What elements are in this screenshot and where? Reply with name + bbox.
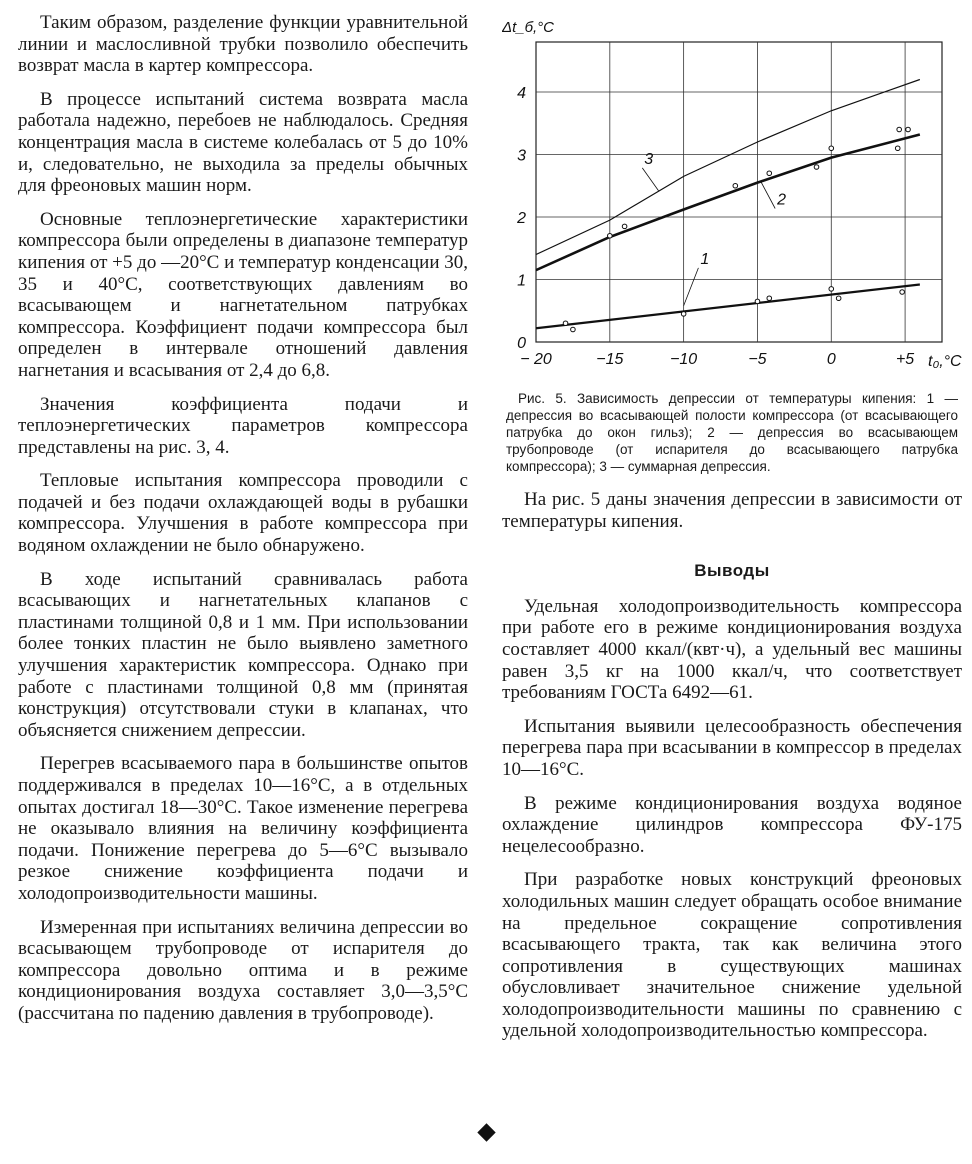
series-2-point (622, 224, 627, 229)
figure-5 (502, 12, 962, 390)
paragraph: Значения коэффициента подачи и теплоэнергетических параметров компрессора представлены на рис. 3, 4. (18, 393, 468, 458)
paragraph: В процессе испытаний система возврата масла работала надежно, перебоев не наблюдалось. Средняя концентрация масла в системе колебалась от 5 до 10% и, следовательно, не выходила за пределы обычных для фреоновых машин норм. (18, 88, 468, 197)
series-2-leader (760, 181, 775, 209)
series-1-point (571, 327, 576, 332)
x-tick-label: −10 (670, 351, 698, 368)
paragraph: Испытания выявили целесообразность обеспечения перегрева пара при всасывании в компрессор в пределах 10—16°С. (502, 715, 962, 780)
series-2-point (906, 127, 911, 132)
section-heading: Выводы (694, 561, 770, 581)
series-2-point (895, 146, 900, 151)
depression-chart (502, 12, 962, 390)
series-2-point (767, 171, 772, 176)
series-2-point (829, 146, 834, 151)
x-tick-label: −15 (596, 351, 624, 368)
paragraph: Тепловые испытания компрессора проводили с подачей и без подачи охлаждающей воды в рубашки компрессора. Улучшения в работе компрессора при водяном охлаждении не было обнаружено. (18, 470, 468, 557)
x-tick-label: − 20 (520, 351, 552, 368)
series-1-leader (684, 268, 699, 306)
left-column (18, 12, 468, 1037)
paragraph: В режиме кондиционирования воздуха водяное охлаждение цилиндров компрессора ФУ-175 нецелесообразно. (502, 792, 962, 857)
series-2-point (897, 127, 902, 132)
series-1-point (836, 296, 841, 301)
x-tick-label: −5 (748, 351, 767, 368)
x-tick-label: +5 (895, 351, 915, 368)
series-1-label: 1 (700, 250, 710, 268)
x-axis-label: t₀,°C (928, 353, 962, 370)
series-1-line (536, 285, 920, 329)
paragraph: Перегрев всасываемого пара в большинстве опытов поддерживался в пределах 10—16°С, а в отдельных опытах достигал 18—30°С. Такое изменение перегрева не оказывало влияния на величину коэффициента подачи. Понижение перегрева до 5—6°С вызывало резкое снижение коэффициента подачи и холодопроизводительности машины. (18, 753, 468, 904)
series-2-point (733, 183, 738, 188)
series-2-point (608, 233, 613, 238)
series-1-point (755, 299, 760, 304)
y-tick-label: 2 (517, 210, 526, 227)
x-tick-label: 0 (826, 351, 836, 368)
series-1-point (900, 290, 905, 295)
y-axis-label: Δt_б,°C (502, 19, 555, 36)
series-1-point (829, 287, 834, 292)
series-1-point (563, 321, 568, 326)
series-1-point (767, 296, 772, 301)
end-mark-icon (477, 1123, 495, 1141)
series-2-label: 2 (777, 191, 787, 209)
paragraph: Удельная холодопроизводительность компрессора при работе его в режиме кондиционирования воздуха составляет 4000 ккал/(квт·ч), а удельный вес машины равен 3,5 кг на 1000 ккал/ч, что соответствует требованиям ГОСТа 6492—61. (502, 595, 962, 704)
series-3-line (536, 80, 920, 255)
y-tick-label: 1 (517, 272, 526, 290)
paragraph: В ходе испытаний сравнивалась работа всасывающих и нагнетательных клапанов с пластинами толщиной 0,8 и 1 мм. При использовании более тонких пластин не было выявлено заметного улучшения характеристик компрессора. Однако при работе с пластинами толщиной 0,8 мм (принятая конструкция) отсутствовали стуки в клапанах, что объясняется снижением депрессии. (18, 568, 468, 741)
plot-frame (536, 42, 942, 342)
series-2-point (814, 165, 819, 170)
figure-caption: Рис. 5. Зависимость депрессии от температуры кипения: 1 — депрессия во всасывающей полости компрессора (от всасывающего патрубка до окон гильз); 2 — депрессия во всасывающем трубопроводе (от испарителя до всасывающего патрубка компрессора); 3 — суммарная депрессия. (506, 391, 958, 474)
series-3-leader (642, 168, 658, 191)
paragraph: Таким образом, разделение функции уравнительной линии и маслосливной трубки позволило обеспечить возврат масла в картер компрессора. (18, 12, 468, 77)
paragraph: При разработке новых конструкций фреоновых холодильных машин следует обращать особое внимание на предельное сокращение сопротивления всасывающего тракта, так как величина этого сопротивления в существующих машинах обусловливает значительное снижение удельной холодопроизводительности машины по сравнению с удельной холодопроизводительностью компрессора. (502, 869, 962, 1042)
paragraph: Основные теплоэнергетические характеристики компрессора были определены в диапазоне температур кипения от +5 до —20°С и температур конденсации 30, 35 и 40°С, соответствующих давлениям во всасывающем и нагнетательном патрубках компрессора. Коэффициент подачи компрессора был определен в интервале отношений давления нагнетания и всасывания от 2,4 до 6,8. (18, 208, 468, 381)
y-tick-label: 0 (517, 335, 526, 352)
y-tick-label: 4 (517, 85, 526, 102)
series-1-point (681, 312, 686, 317)
series-3-label: 3 (644, 150, 654, 168)
paragraph: Измеренная при испытаниях величина депрессии во всасывающем трубопроводе от испарителя до компрессора довольно оптима и в режиме кондиционирования воздуха составляет 3,0—3,5°С (рассчитана по падению давления в трубопроводе). (18, 916, 468, 1024)
paragraph: На рис. 5 даны значения депрессии в зависимости от температуры кипения. (502, 489, 962, 532)
right-column (502, 12, 962, 1054)
y-tick-label: 3 (517, 147, 526, 165)
